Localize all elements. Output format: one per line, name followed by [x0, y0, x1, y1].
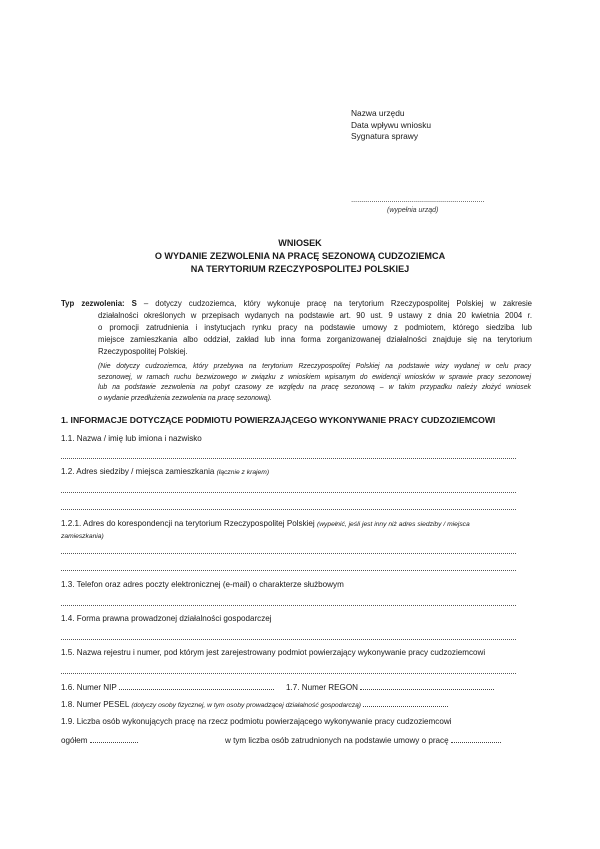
office-fill-note: (wypełnia urząd) [387, 207, 439, 214]
field-1-9-total-label: ogółem [61, 736, 138, 745]
field-1-2-label: 1.2. Adres siedziby / miejsca zamieszkania (łącznie z krajem) [61, 467, 270, 476]
field-1-9-label: 1.9. Liczba osób wykonujących pracę na rzecz podmiotu powierzającego wykonywanie pracy cudzoziemcowi [61, 717, 452, 726]
field-1-8-label: 1.8. Numer PESEL (dotyczy osoby fizycznej, w tym osoby prowadzącej działalność gospodarczą) [61, 700, 448, 709]
field-1-5-input[interactable] [61, 673, 516, 674]
permit-type-description: Typ zezwolenia: S – dotyczy cudzoziemca, który wykonuje pracę na terytorium Rzeczypospolitej Polskiej w zakresie działalności określonych w przepisach wydanych na podstawie art. 90 ust. 9 ustawy z dnia 20 kwietnia 2004 r. o promocji zatrudnienia i instytucjach rynku pracy na podstawie umowy z podmiotem, którego siedziba lub miejsce zamieszkania albo oddział, zakład lub inna forma zorganizowanej działalności znajduje się na terytorium Rzeczypospolitej Polskiej. [61, 299, 533, 356]
field-1-2-1-input-line1[interactable] [61, 553, 516, 554]
field-1-1-label: 1.1. Nazwa / imię lub imiona i nazwisko [61, 434, 202, 443]
field-1-9-total-input[interactable] [90, 742, 138, 743]
permit-type-note: (Nie dotyczy cudzoziemca, który przebywa na terytorium Rzeczypospolitej Polskiej na podstawie wizy wydanej w celu pracy sezonowej, w ramach ruchu bezwizowego w związku z wnioskiem wpisanym do ewidencji wniosków w sprawie pracy sezonowej lub na podstawie zezwolenia na pobyt czasowy ze względu na pracę sezonową – w takim przypadku należy złożyć wniosek o wydanie przedłużenia zezwolenia na pracę sezonową). [98, 363, 531, 403]
field-1-7-label: 1.7. Numer REGON [286, 683, 494, 692]
receipt-date-label: Data wpływu wniosku [351, 119, 432, 130]
section-1-heading: 1. INFORMACJE DOTYCZĄCE PODMIOTU POWIERZAJĄCEGO WYKONYWANIE PRACY CUDZOZIEMCOWI [61, 415, 496, 425]
field-1-9-contract-input[interactable] [451, 742, 501, 743]
field-1-4-label: 1.4. Forma prawna prowadzonej działalności gospodarczej [61, 614, 272, 623]
field-1-8-input[interactable] [363, 706, 448, 707]
field-1-2-1-input-line2[interactable] [61, 570, 516, 571]
field-1-2-1-hint-cont: zamieszkania) [61, 533, 104, 540]
field-1-2-1-label: 1.2.1. Adres do korespondencji na terytorium Rzeczypospolitej Polskiej (wypełnić, jeśli jest inny niż adres siedziby / miejsca [61, 519, 470, 528]
office-fill-field[interactable]: .................................................................. [351, 195, 485, 204]
field-1-2-input-line1[interactable] [61, 492, 516, 493]
field-1-5-label: 1.5. Nazwa rejestru i numer, pod którym jest zarejestrowany podmiot powierzający wykonywanie pracy cudzoziemcowi [61, 648, 486, 657]
field-1-4-input[interactable] [61, 639, 516, 640]
field-1-9-contract-label: w tym liczba osób zatrudnionych na podstawie umowy o pracę [225, 736, 501, 745]
field-1-6-input[interactable] [119, 689, 274, 690]
office-name-label: Nazwa urzędu [351, 108, 405, 118]
field-1-1-input[interactable] [61, 458, 516, 459]
office-info-box [351, 108, 431, 143]
field-1-7-input[interactable] [360, 689, 494, 690]
permit-type-label: Typ zezwolenia: S [61, 299, 137, 308]
field-1-3-label: 1.3. Telefon oraz adres poczty elektronicznej (e-mail) o charakterze służbowym [61, 580, 344, 589]
field-1-2-input-line2[interactable] [61, 509, 516, 510]
case-signature-label: Sygnatura sprawy [351, 131, 419, 141]
field-1-6-label: 1.6. Numer NIP [61, 683, 274, 692]
document-subtitle-2: NA TERYTORIUM RZECZYPOSPOLITEJ POLSKIEJ [190, 264, 410, 274]
field-1-3-input[interactable] [61, 605, 516, 606]
document-subtitle-1: O WYDANIE ZEZWOLENIA NA PRACĘ SEZONOWĄ CUDZOZIEMCA [154, 251, 446, 261]
document-title: WNIOSEK [278, 238, 322, 248]
